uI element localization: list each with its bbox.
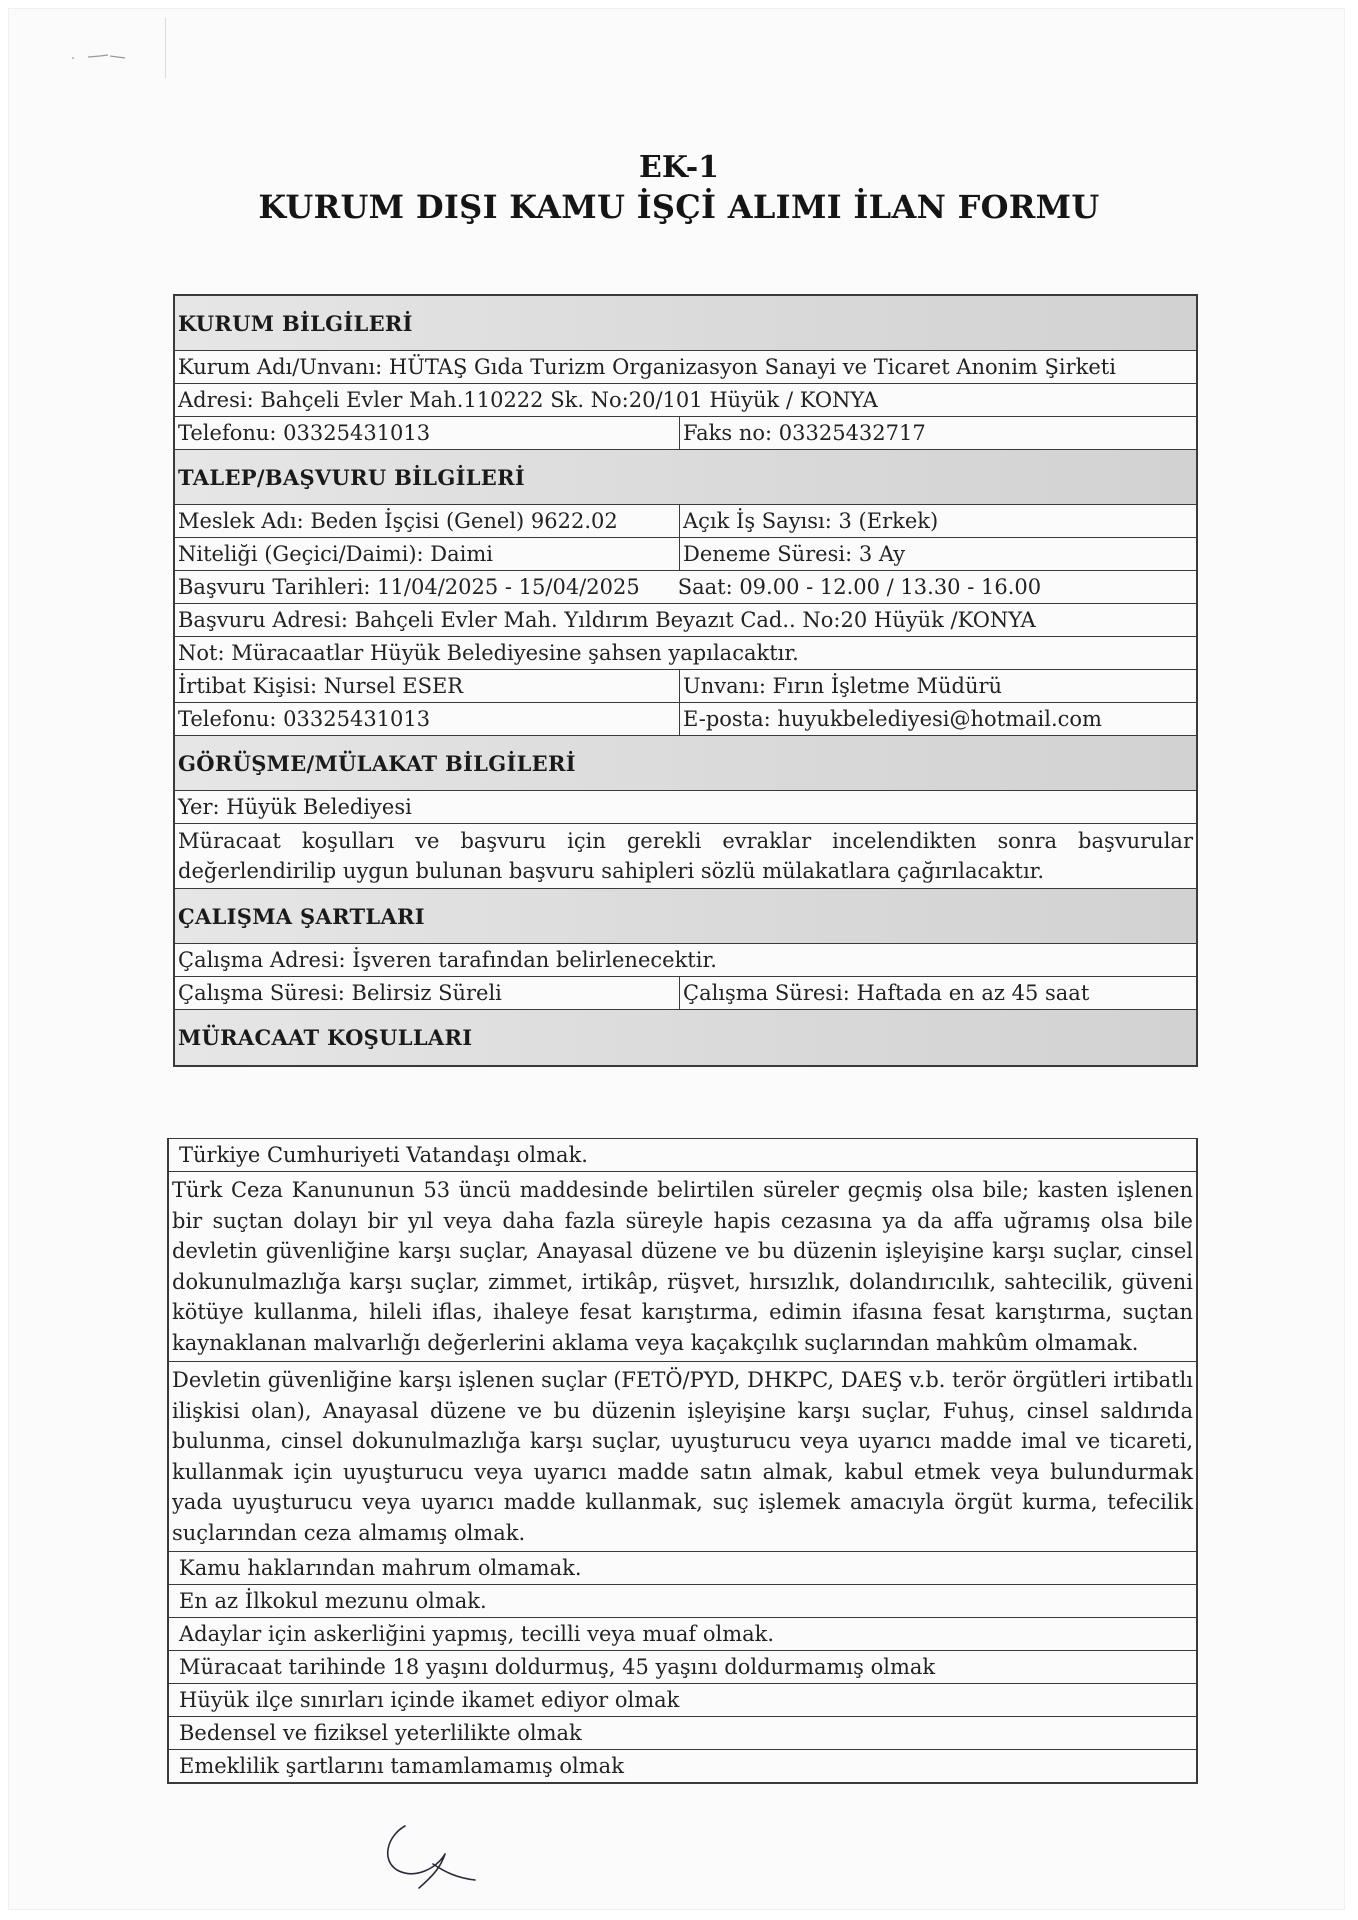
work-address: Çalışma Adresi: İşveren tarafından belirlenecektir.	[178, 948, 717, 972]
interview-description: Müracaat koşulları ve başvuru için gerekli evraklar incelendikten sonra başvurular değerlendirilip uygun bulunan başvuru sahipleri sözlü mülakatlara çağırılacaktır.	[178, 829, 1193, 883]
occupation: Meslek Adı: Beden İşçisi (Genel) 9622.02	[175, 505, 680, 537]
table-row	[175, 417, 1196, 450]
institution-name: Kurum Adı/Unvanı: HÜTAŞ Gıda Turizm Organizasyon Sanayi ve Ticaret Anonim Şirketi	[178, 355, 1116, 379]
table-row	[175, 977, 1196, 1010]
condition-item: Adaylar için askerliğini yapmış, tecilli veya muaf olmak.	[179, 1622, 775, 1646]
table-row	[175, 703, 1196, 736]
work-duration: Çalışma Süresi: Belirsiz Süreli	[175, 977, 680, 1009]
contact-email: E-posta: huyukbelediyesi@hotmail.com	[683, 707, 1102, 731]
condition-item: Devletin güvenliğine karşı işlenen suçlar (FETÖ/PYD, DHKPC, DAEŞ v.b. terör örgütleri irtibatlı ilişkisi olan), Anayasal düzene ve bu düzenin işleyişine karşı suçlar, Fuhuş, cinsel saldırıda bulunma, cinsel dokunulmazlığa karşı suçlar, uyuşturucu veya uyarıcı madde imal ve ticareti, kullanmak için uyuşturucu veya uyarıcı madde satın almak, kabul etmek veya bulundurmak yada uyuşturucu veya uyarıcı madde kullanmak, suç işlemek amacıyla örgüt kurma, tefecilik suçlarından ceza almamış olmak.	[172, 1368, 1193, 1545]
signature-initials	[375, 1818, 485, 1893]
annex-label: EK-1	[638, 150, 720, 185]
institution-phone: Telefonu: 03325431013	[175, 417, 680, 449]
condition-item: Müracaat tarihinde 18 yaşını doldurmuş, 45 yaşını doldurmamış olmak	[179, 1655, 936, 1679]
job-nature: Niteliği (Geçici/Daimi): Daimi	[175, 538, 680, 570]
trial-period: Deneme Süresi: 3 Ay	[683, 542, 906, 566]
scan-mark	[70, 52, 140, 62]
margin-line	[165, 18, 166, 78]
condition-item: Kamu haklarından mahrum olmamak.	[179, 1556, 582, 1580]
work-weekly-hours: Çalışma Süresi: Haftada en az 45 saat	[683, 981, 1090, 1005]
application-hours: Saat: 09.00 - 12.00 / 13.30 - 16.00	[677, 575, 1042, 599]
section-heading-gorusme: GÖRÜŞME/MÜLAKAT BİLGİLERİ	[175, 736, 1196, 791]
application-address: Başvuru Adresi: Bahçeli Evler Mah. Yıldırım Beyazıt Cad.. No:20 Hüyük /KONYA	[178, 608, 1036, 632]
table-row	[175, 791, 1196, 824]
open-positions: Açık İş Sayısı: 3 (Erkek)	[683, 509, 939, 533]
form-title: KURUM DIŞI KAMU İŞÇİ ALIMI İLAN FORMU	[258, 188, 1100, 226]
condition-item: En az İlkokul mezunu olmak.	[179, 1589, 487, 1613]
application-dates: Başvuru Tarihleri: 11/04/2025 - 15/04/2025	[178, 575, 640, 599]
institution-fax: Faks no: 03325432717	[683, 421, 926, 445]
table-row	[169, 1651, 1196, 1684]
table-row	[169, 1585, 1196, 1618]
table-row	[175, 604, 1196, 637]
table-row	[169, 1750, 1196, 1782]
condition-item: Türkiye Cumhuriyeti Vatandaşı olmak.	[179, 1143, 588, 1167]
condition-item: Bedensel ve fiziksel yeterlilikte olmak	[179, 1721, 582, 1745]
section-heading-muracaat: MÜRACAAT KOŞULLARI	[175, 1010, 1196, 1065]
table-row	[169, 1172, 1196, 1362]
table-row	[169, 1618, 1196, 1651]
condition-item: Hüyük ilçe sınırları içinde ikamet ediyor olmak	[179, 1688, 680, 1712]
section-heading-talep: TALEP/BAŞVURU BİLGİLERİ	[175, 450, 1196, 505]
table-row	[175, 384, 1196, 417]
table-row	[169, 1684, 1196, 1717]
contact-title: Unvanı: Fırın İşletme Müdürü	[683, 674, 1003, 698]
table-row	[175, 824, 1196, 889]
table-row	[175, 571, 1196, 604]
institution-address: Adresi: Bahçeli Evler Mah.110222 Sk. No:20/101 Hüyük / KONYA	[178, 388, 878, 412]
table-row	[175, 670, 1196, 703]
conditions-table	[167, 1138, 1198, 1784]
application-dates-hours	[175, 571, 1196, 603]
table-row	[175, 637, 1196, 670]
table-row	[175, 351, 1196, 384]
condition-item: Türk Ceza Kanununun 53 üncü maddesinde belirtilen süreler geçmiş olsa bile; kasten işlenen bir suçtan dolayı bir yıl veya daha fazla süreyle hapis cezasına ya da affa uğramış olsa bile devletin güvenliğine karşı suçlar, Anayasal düzene ve bu düzenin işleyişine karşı suçlar, cinsel dokunulmazlığa karşı suçlar, zimmet, irtikâp, rüşvet, hırsızlık, dolandırıcılık, sahtecilik, güveni kötüye kullanma, hileli iflas, ihaleye fesat karıştırma, edimin ifasına fesat karıştırma, suçtan kaynaklanan malvarlığı değerlerini aklama veya kaçakçılık suçlarından mahkûm olmamak.	[172, 1178, 1193, 1355]
table-row	[169, 1717, 1196, 1750]
table-row	[169, 1138, 1196, 1172]
table-row	[175, 538, 1196, 571]
table-row	[175, 505, 1196, 538]
table-row	[169, 1552, 1196, 1585]
table-row	[175, 944, 1196, 977]
application-note: Not: Müracaatlar Hüyük Belediyesine şahsen yapılacaktır.	[178, 641, 799, 665]
form-table	[173, 294, 1198, 1067]
contact-person: İrtibat Kişisi: Nursel ESER	[175, 670, 680, 702]
section-heading-calisma: ÇALIŞMA ŞARTLARI	[175, 889, 1196, 944]
contact-phone: Telefonu: 03325431013	[175, 703, 680, 735]
condition-item: Emeklilik şartlarını tamamlamamış olmak	[179, 1754, 624, 1778]
interview-place: Yer: Hüyük Belediyesi	[178, 795, 412, 819]
table-row	[169, 1362, 1196, 1552]
section-heading-kurum: KURUM BİLGİLERİ	[175, 296, 1196, 351]
